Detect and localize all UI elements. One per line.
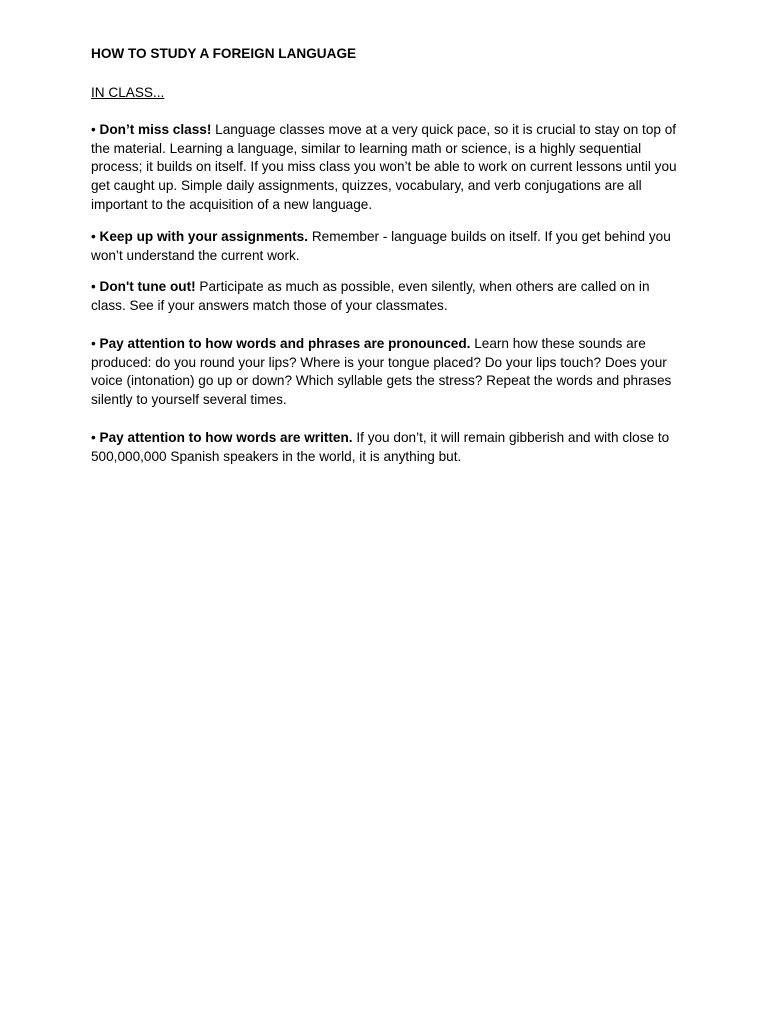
bullet: •: [91, 336, 96, 351]
section-heading: IN CLASS...: [91, 85, 165, 100]
item-lead: Pay attention to how words and phrases are pronounced.: [99, 336, 471, 351]
bullet: •: [91, 430, 96, 445]
document-title: HOW TO STUDY A FOREIGN LANGUAGE: [91, 46, 357, 61]
item-body: Language classes move at a very quick pace, so it is crucial to stay on top of the material. Learning a language, similar to learning math or science, is a highly sequential process; it builds on itself. If you miss class you won’t be able to work on current lessons until you get caught up. Simple daily assignments, quizzes, vocabulary, and verb conjugations are all important to the acquisition of a new language.: [91, 122, 677, 212]
list-item: [91, 335, 681, 410]
item-body: Participate as much as possible, even silently, when others are called on in class. See if your answers match those of your classmates.: [91, 279, 650, 313]
bullet: •: [91, 122, 96, 137]
bullet: •: [91, 279, 96, 294]
item-lead: Keep up with your assignments.: [99, 229, 309, 244]
item-body: If you don’t, it will remain gibberish and with close to 500,000,000 Spanish speakers in the world, it is anything but.: [91, 430, 670, 464]
item-lead: Don’t miss class!: [99, 122, 212, 137]
item-lead: Don't tune out!: [99, 279, 196, 294]
item-body: Remember - language builds on itself. If you get behind you won’t understand the current work.: [91, 229, 671, 263]
bullet: •: [91, 229, 96, 244]
list-item: [91, 429, 681, 466]
list-item: [91, 278, 681, 315]
list-item: [91, 228, 691, 265]
list-item: [91, 121, 681, 215]
item-body: Learn how these sounds are produced: do you round your lips? Where is your tongue placed? Do your lips touch? Does your voice (intonation) go up or down? Which syllable gets the stress? Repeat the words and phrases silently to yourself several times.: [91, 336, 672, 408]
item-lead: Pay attention to how words are written.: [99, 430, 353, 445]
